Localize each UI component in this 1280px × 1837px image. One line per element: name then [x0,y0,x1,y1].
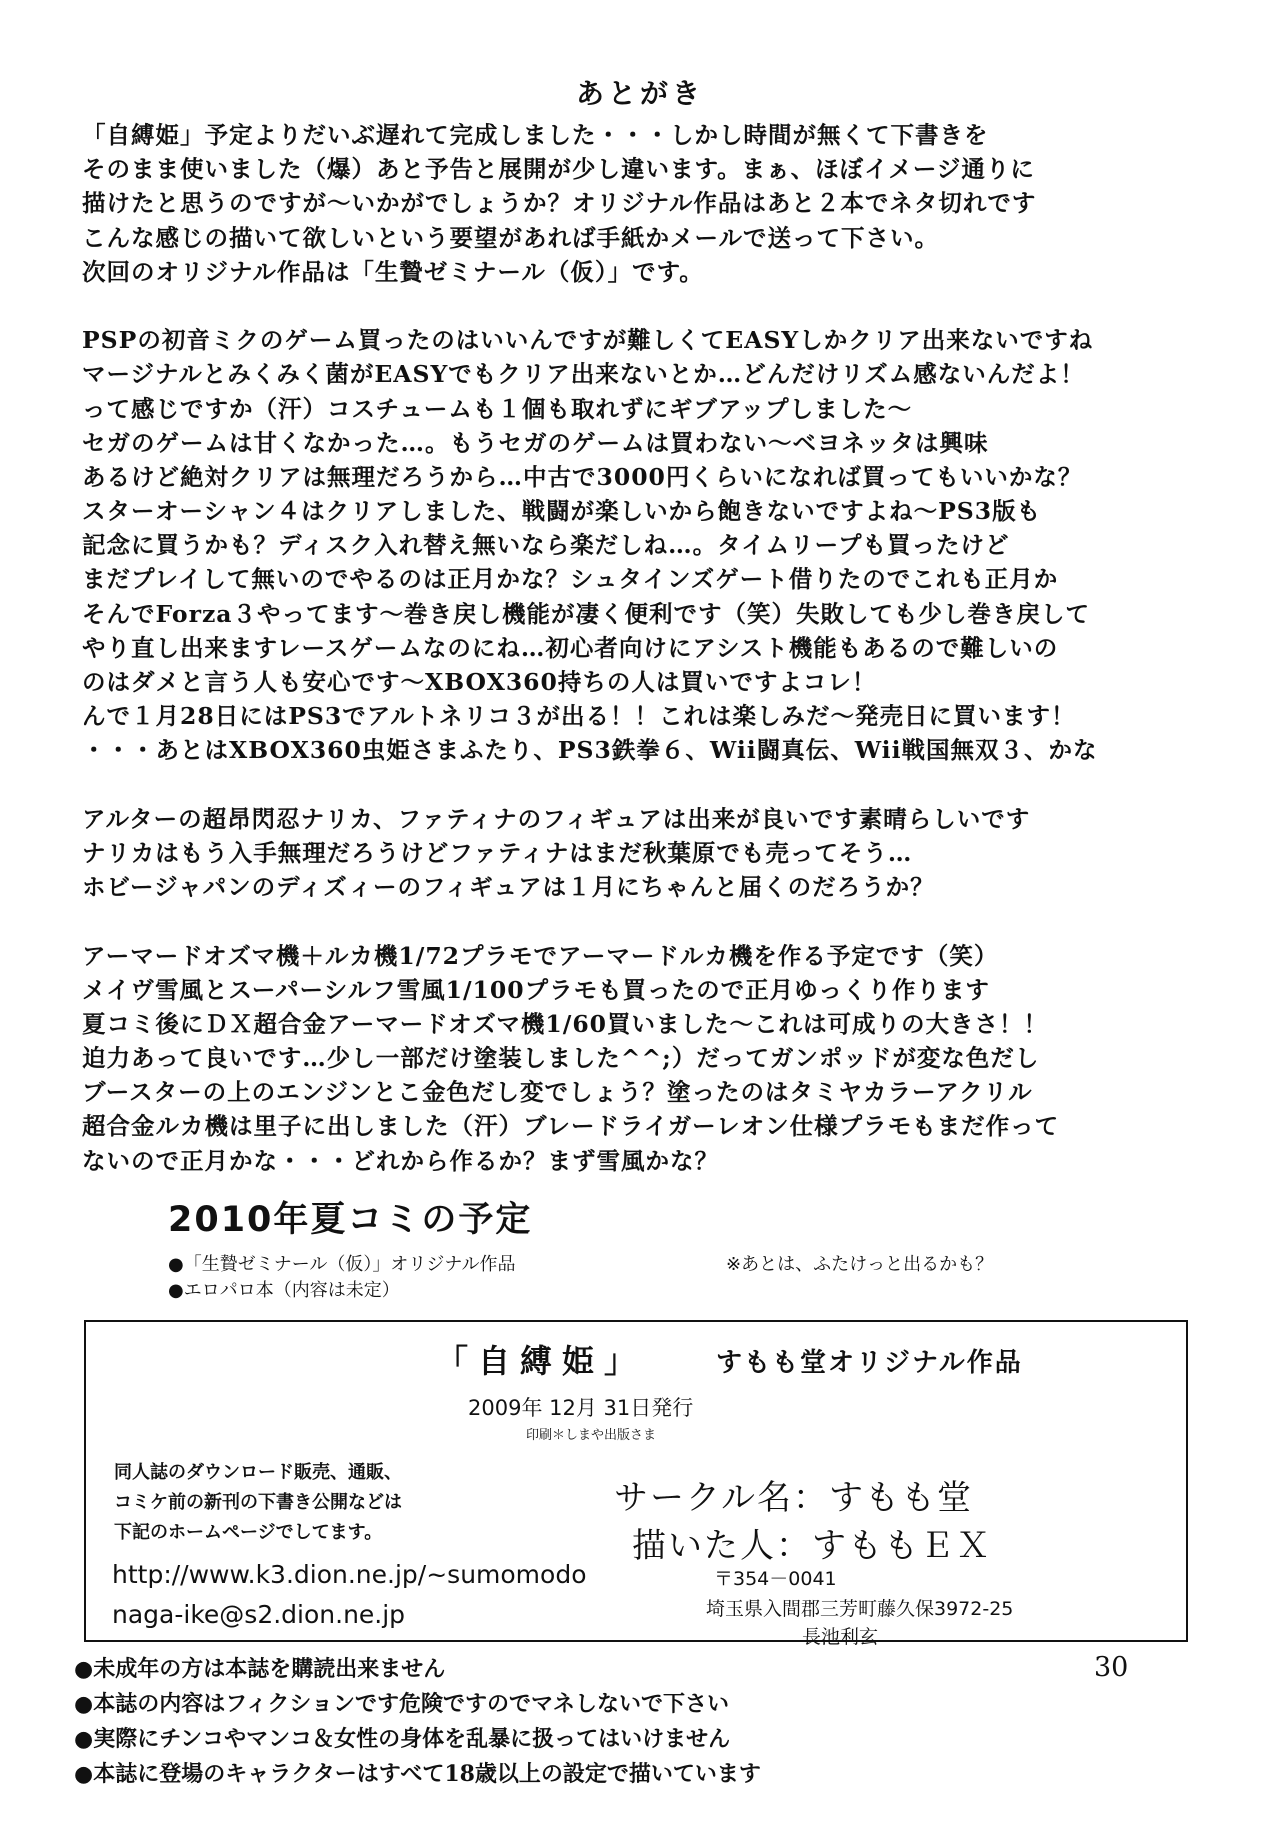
afterword-line: 「自縛姫」予定よりだいぶ遅れて完成しました・・・しかし時間が無くて下書きを [82,121,989,149]
paragraph-gap [82,768,1212,802]
afterword-line: スターオーシャン４はクリアしました、戦闘が楽しいから飽きないですよね〜PS3版も [82,497,1042,526]
notice-item: ●実際にチンコやマンコ＆女性の身体を乱暴に扱ってはいけません [74,1726,731,1752]
contact-name: 長池利玄 [802,1626,879,1648]
afterword-line: んで１月28日にはPS3でアルトネリコ３が出る！！これは楽しみだ〜発売日に買います！ [82,702,1076,731]
printer-credit: 印刷＊しまや出版さま [526,1428,657,1443]
plan-item: ●エロパロ本（内容は未定） [168,1280,400,1301]
plan-note: ※あとは、ふたけっと出るかも？ [726,1254,994,1275]
notice-item: ●未成年の方は本誌を購読出来ません [74,1656,446,1682]
afterword-heading: あとがき [575,77,704,110]
afterword-line: ブースターの上のエンジンとこ金色だし変でしょう？塗ったのはタミヤカラーアクリル [82,1078,1033,1107]
afterword-line: あるけど絶対クリアは無理だろうから…中古で3000円くらいになれば買ってもいいかな？ [82,462,1083,491]
afterword-line: って感じですか（汗）コスチュームも１個も取れずにギブアップしました〜 [82,394,913,423]
afterword-line: のはダメと言う人も安心です〜XBOX360持ちの人は買いですよコレ！ [82,668,877,696]
afterword-line: 迫力あって良いです…少し一部だけ塗装しました^^;）だってガンポッドが変な色だし [82,1044,1040,1073]
afterword-line: まだプレイして無いのでやるのは正月かな？シュタインズゲート借りたのでこれも正月か [82,565,1059,594]
notice-item: ●本誌の内容はフィクションです危険ですのでマネしないで下さい [74,1691,729,1717]
afterword-line: ・・・あとはXBOX360虫姫さまふたり、PS3鉄拳６、Wii闘真伝、Wii戦国無双３、かな [82,736,1098,765]
distribution-info [114,1458,402,1548]
postal-address: 埼玉県入間郡三芳町藤久保3972-25 [706,1598,1014,1620]
plan-item: ●「生贄ゼミナール（仮）」オリジナル作品 [168,1254,516,1275]
page-number: 30 [1094,1652,1129,1683]
afterword-line: ナリカはもう入手無理だろうけどファティナはまだ秋葉原でも売ってそう… [82,838,913,867]
afterword-line: メイヴ雪風とスーパーシルフ雪風1/100プラモも買ったので正月ゆっくり作ります [82,975,990,1004]
afterword-line: そんでForza３やってます〜巻き戻し機能が凄く便利です（笑）失敗しても少し巻き戻して [82,599,1091,628]
afterword-body [82,118,1212,1178]
afterword-line: 超合金ルカ機は里子に出しました（汗）ブレードライガーレオン仕様プラモもまだ作って [82,1112,1060,1141]
contact-email: naga-ike@s2.dion.ne.jp [112,1600,406,1629]
colophon-box [84,1320,1188,1648]
afterword-line: ないので正月かな・・・どれから作るか？まず雪風かな？ [82,1146,719,1175]
postal-code: 〒354－0041 [714,1568,837,1590]
afterword-line: 次回のオリジナル作品は「生贄ゼミナール（仮）」です。 [82,257,704,286]
publish-date: 2009年 12月 31日発行 [468,1396,694,1420]
afterword-line: 夏コミ後にＤＸ超合金アーマードオズマ機1/60買いました〜これは可成りの大きさ！！ [82,1009,1049,1038]
book-title: 「自縛姫」 [436,1342,647,1380]
afterword-line: アルターの超昂閃忍ナリカ、ファティナのフィギュアは出来が良いです素晴らしいです [82,804,1031,833]
info-line: 下記のホームページでしてます。 [114,1522,383,1543]
book-subtitle: すもも堂オリジナル作品 [716,1348,1023,1378]
notice-item: ●本誌に登場のキャラクターはすべて18歳以上の設定で描いています [74,1761,761,1787]
afterword-line: 描けたと思うのですが〜いかがでしょうか？オリジナル作品はあと２本でネタ切れです [82,189,1037,218]
afterword-line: こんな感じの描いて欲しいという要望があれば手紙かメールで送って下さい。 [82,223,940,252]
info-line: 同人誌のダウンロード販売、通販、 [114,1462,402,1483]
info-line: コミケ前の新刊の下書き公開などは [114,1492,402,1513]
paragraph-gap [82,289,1212,323]
afterword-line: セガのゲームは甘くなかった…。もうセガのゲームは買わない〜ベヨネッタは興味 [82,428,989,457]
afterword-line: やり直し出来ますレースゲームなのにね…初心者向けにアシスト機能もあるので難しいの [82,633,1059,662]
artist-name: 描いた人：すももＥＸ [632,1526,992,1566]
afterword-line: マージナルとみくみく菌がEASYでもクリア出来ないとか…どんだけリズム感ないんだよ！ [82,360,1085,389]
afterword-line: アーマードオズマ機＋ルカ機1/72プラモでアーマードルカ機を作る予定です（笑） [82,941,999,970]
afterword-line: 記念に買うかも？ディスク入れ替え無いなら楽だしね…。タイムリープも買ったけど [82,531,1010,560]
notices-list [74,1652,761,1792]
afterword-line: PSPの初音ミクのゲーム買ったのはいいんですが難しくてEASYしかクリア出来ないですね [82,326,1094,355]
circle-name: サークル名：すもも堂 [614,1478,973,1518]
homepage-url: http://www.k3.dion.ne.jp/~sumomodo [112,1560,587,1589]
plan-title: 2010年夏コミの予定 [168,1200,533,1240]
paragraph-gap [82,904,1212,938]
afterword-line: ホビージャパンのディズィーのフィギュアは１月にちゃんと届くのだろうか？ [82,873,935,902]
afterword-line: そのまま使いました（爆）あと予告と展開が少し違います。まぁ、ほぼイメージ通りに [82,155,1035,184]
